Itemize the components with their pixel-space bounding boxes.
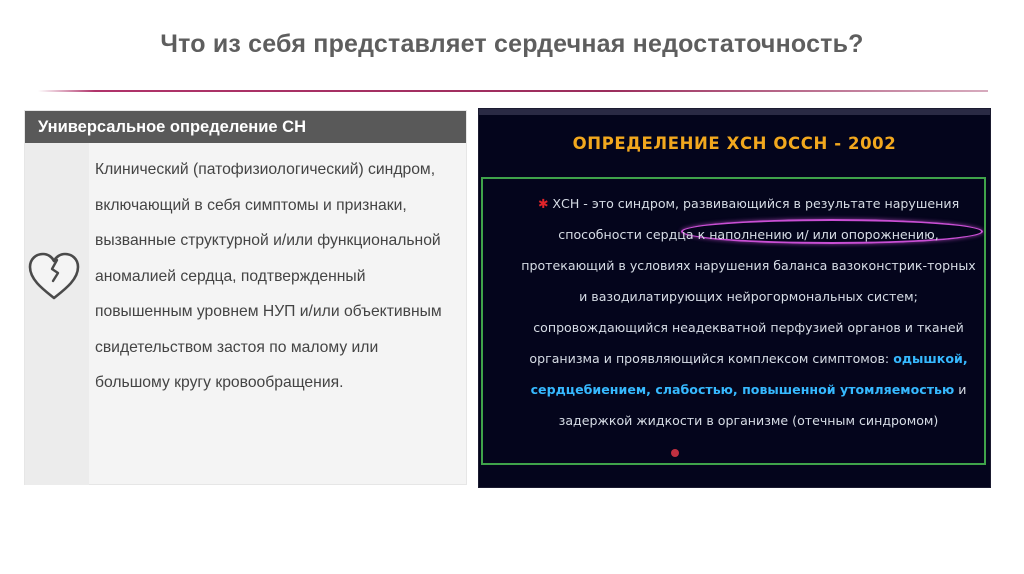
- pointer-dot: [671, 449, 679, 457]
- card-icon-strip: [25, 143, 89, 485]
- definition-symptoms: одышкой, сердцебиением, слабостью, повышенной утомляемостью: [530, 351, 968, 397]
- image-definition-text: [517, 188, 980, 436]
- definition-intro: ХСН - это синдром, развивающийся в результате нарушения способности сердца к наполнению и/ или опорожнению, протекающий в условиях нарушения баланса вазоконстрик-торных и вазодилатирующих нейрогормональных систем; сопровождающийся неадекватной перфузией органов и тканей организма и проявляющийся комплексом симптомов:: [521, 196, 976, 366]
- definition-text: Клинический (патофизиологический) синдром, включающий в себя симптомы и признаки, вызванные структурной и/или функциональной аномалией сердца, подтвержденный повышенным уровнем НУП и/или объективным свидетельством застоя по малому или большому кругу кровообращения.: [95, 161, 442, 391]
- ossn-definition-image: [478, 108, 991, 488]
- image-top-band: [479, 109, 990, 115]
- definition-outro: и задержкой жидкости в организме (отечным синдромом): [558, 382, 967, 428]
- title-divider: [38, 90, 988, 92]
- broken-heart-icon: [26, 248, 82, 304]
- card-header: Универсальное определение СН: [25, 111, 466, 143]
- slide-title: Что из себя представляет сердечная недостаточность?: [160, 30, 864, 58]
- image-title: ОПРЕДЕЛЕНИЕ ХСН ОССН - 2002: [572, 134, 897, 153]
- bullet-star-icon: ✱: [537, 196, 549, 211]
